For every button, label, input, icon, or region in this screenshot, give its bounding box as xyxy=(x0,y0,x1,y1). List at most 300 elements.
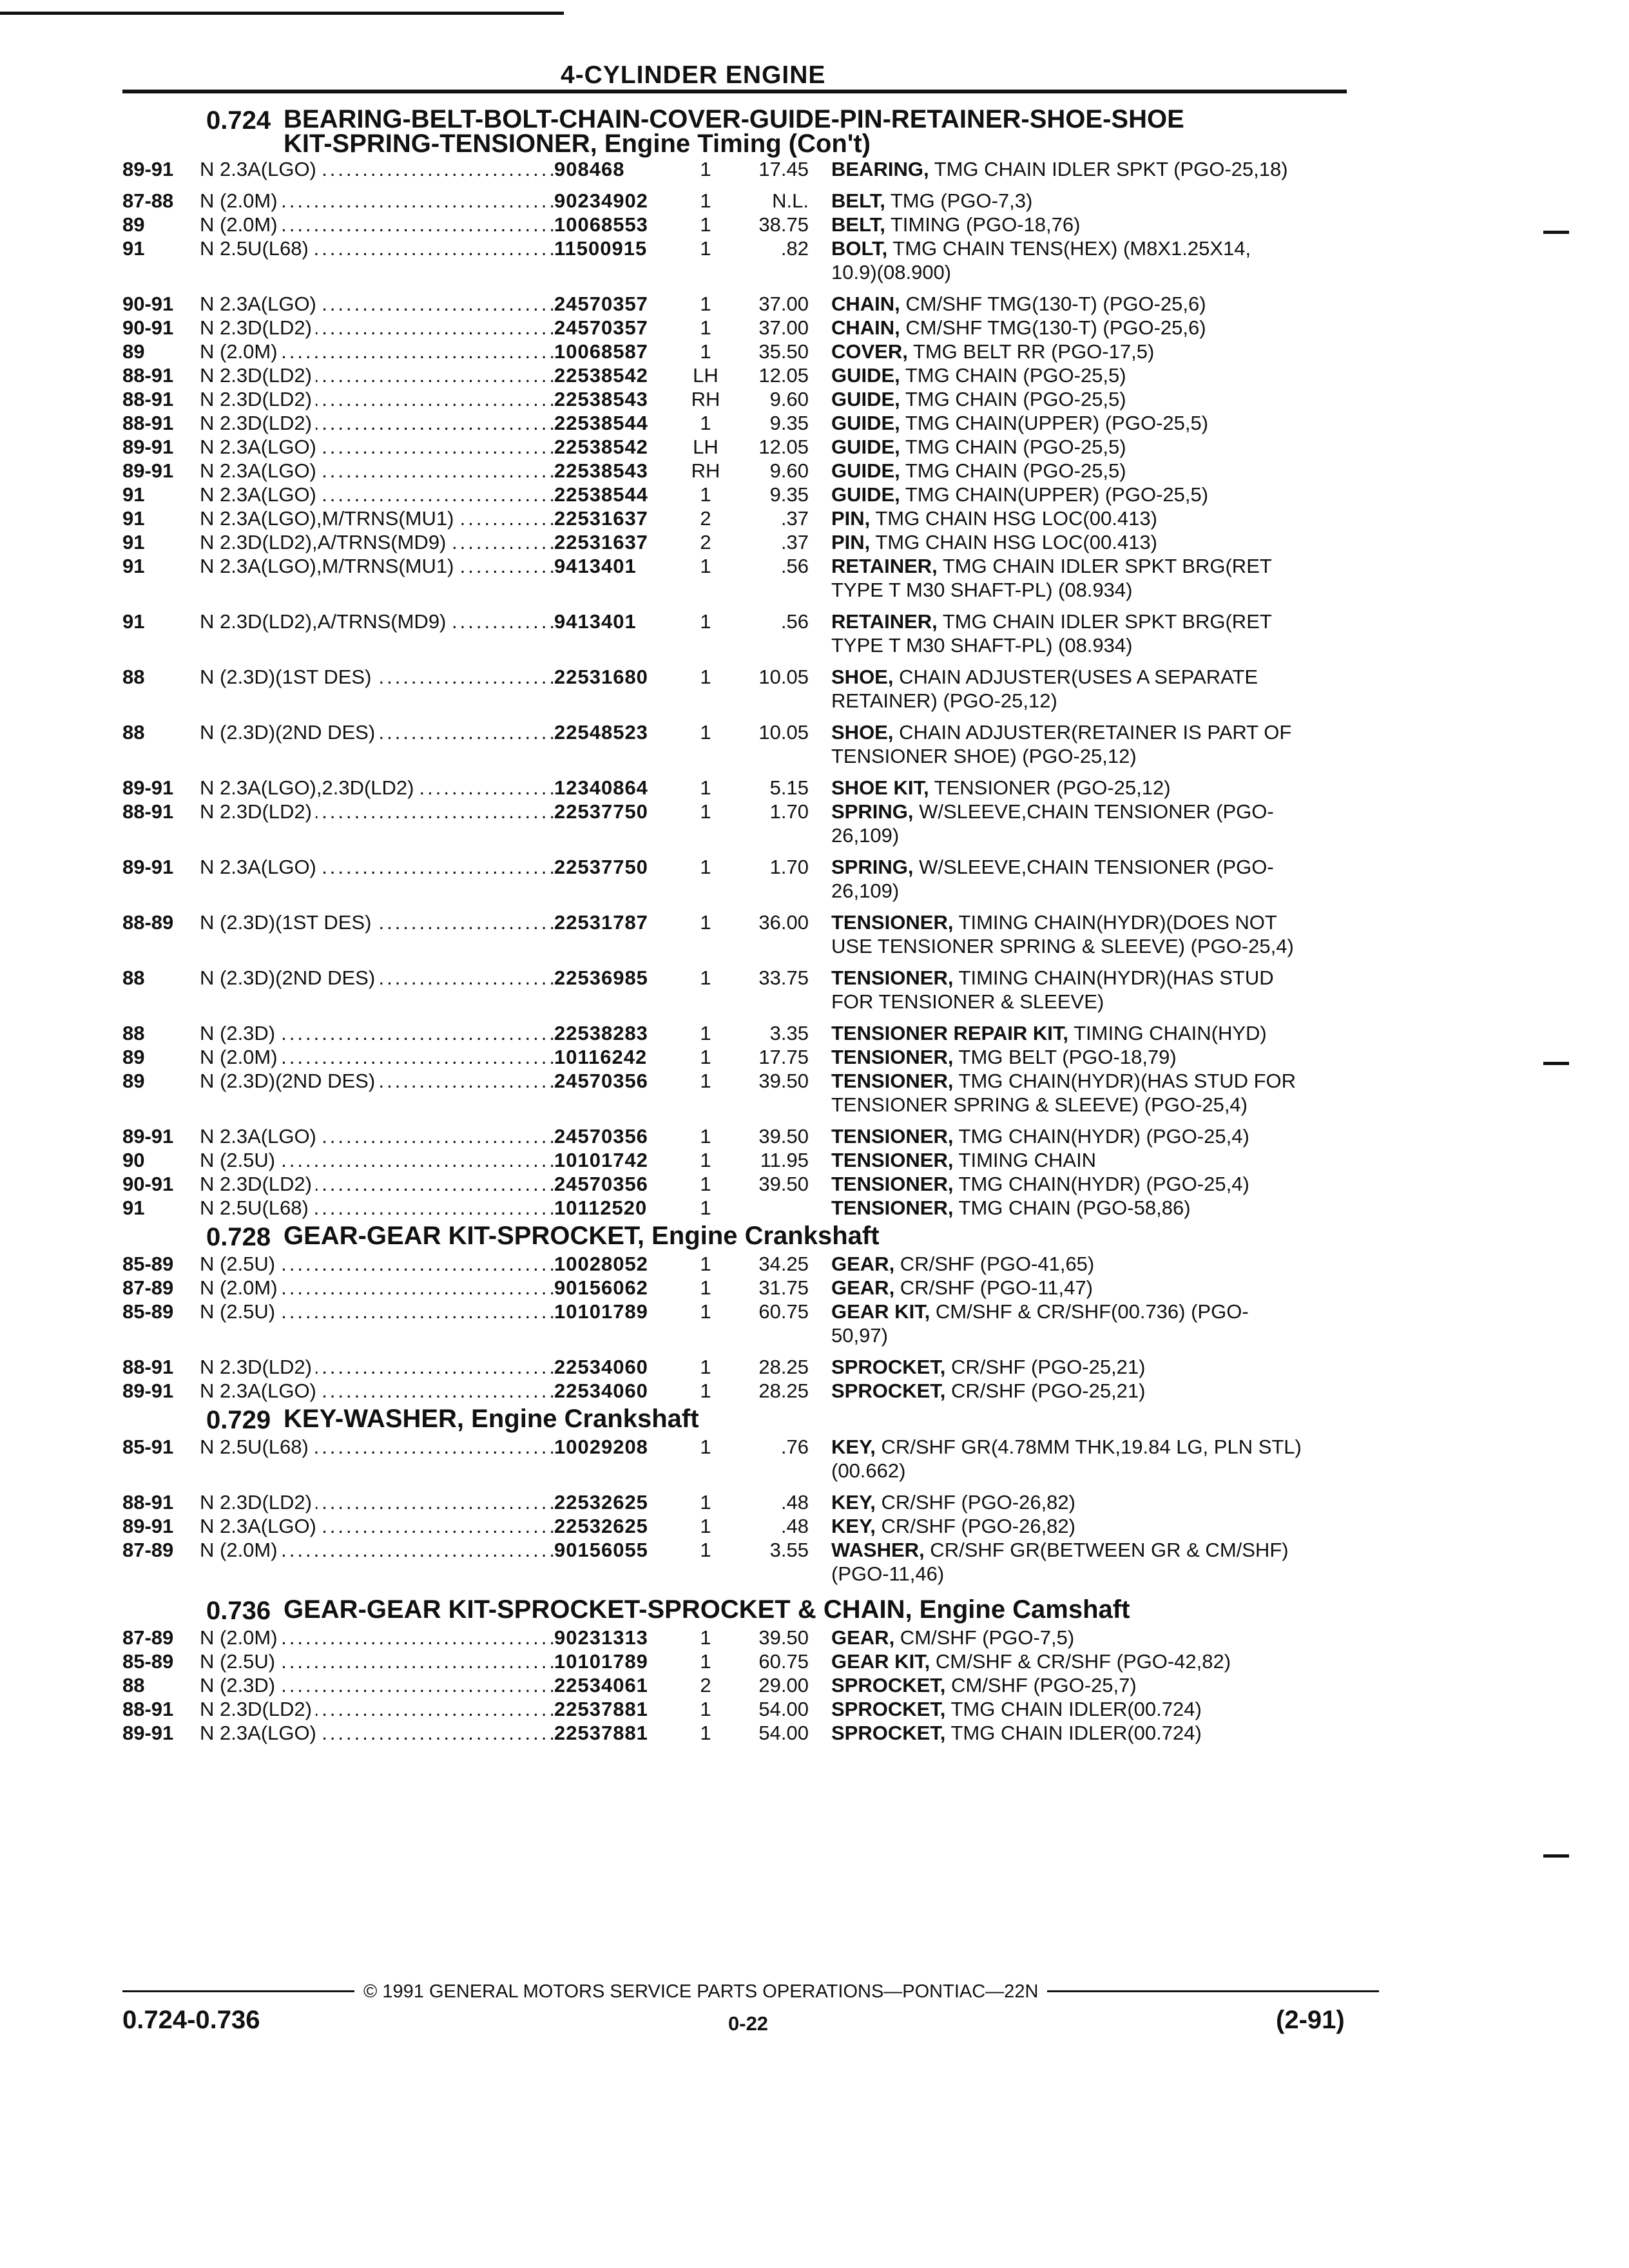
model-years: 91 xyxy=(122,237,145,260)
part-detail: TMG CHAIN(UPPER) (PGO-25,5) xyxy=(900,483,1209,506)
quantity: 1 xyxy=(700,1149,711,1171)
application-text: N 2.3D(LD2) xyxy=(200,1356,316,1378)
application-text: N (2.0M) xyxy=(200,189,282,212)
list-price: .48 xyxy=(780,1491,809,1514)
list-price: .56 xyxy=(780,610,809,633)
model-years: 89-91 xyxy=(122,1125,174,1148)
part-number: 10101742 xyxy=(554,1149,648,1171)
part-description xyxy=(831,530,1302,554)
model-years: 85-89 xyxy=(122,1650,174,1673)
section-title: GEAR-GEAR KIT-SPROCKET, Engine Crankshaft xyxy=(284,1222,880,1250)
section-heading xyxy=(122,1224,1379,1251)
application xyxy=(200,1721,554,1745)
part-name: BOLT, xyxy=(831,237,888,260)
section-title: KEY-WASHER, Engine Crankshaft xyxy=(284,1405,699,1433)
list-price: 60.75 xyxy=(758,1300,809,1323)
parts-row xyxy=(122,506,1379,530)
list-price: 1.70 xyxy=(769,856,809,878)
application-text: N (2.0M) xyxy=(200,340,282,363)
parts-row xyxy=(122,966,1379,1014)
part-description xyxy=(831,1626,1302,1649)
list-price: 1.70 xyxy=(769,800,809,823)
section-heading xyxy=(122,107,1379,156)
application xyxy=(200,459,554,483)
model-years: 89 xyxy=(122,1070,145,1092)
part-number: 10068553 xyxy=(554,213,648,236)
quantity: 1 xyxy=(700,412,711,434)
part-name: CHAIN, xyxy=(831,316,900,339)
part-number: 22531787 xyxy=(554,911,648,934)
row-spacer xyxy=(122,602,1379,610)
part-description xyxy=(831,189,1302,213)
part-name: GUIDE, xyxy=(831,483,900,506)
list-price: 54.00 xyxy=(758,1698,809,1720)
part-detail: TMG CHAIN (PGO-25,5) xyxy=(900,436,1126,458)
section-title: BEARING-BELT-BOLT-CHAIN-COVER-GUIDE-PIN-RETAINER-SHOE-SHOE KIT-SPRING-TENSIONER, Engine Timing (Con't) xyxy=(284,105,1184,158)
row-spacer xyxy=(122,713,1379,720)
quantity: 1 xyxy=(700,483,711,506)
application-text: N 2.3A(LGO),M/TRNS(MU1) xyxy=(200,555,458,577)
part-name: SPRING, xyxy=(831,856,914,878)
list-price: 3.35 xyxy=(769,1022,809,1044)
list-price: 12.05 xyxy=(758,436,809,458)
part-description xyxy=(831,1172,1302,1196)
application-text: N 2.3D(LD2),A/TRNS(MD9) xyxy=(200,531,450,553)
quantity: RH xyxy=(691,388,720,410)
list-price: 54.00 xyxy=(758,1722,809,1744)
part-description xyxy=(831,1276,1302,1300)
part-detail: CR/SHF GR(BETWEEN GR & CM/SHF) (PGO-11,46) xyxy=(831,1539,1289,1585)
part-name: BEARING, xyxy=(831,158,929,180)
row-spacer xyxy=(122,768,1379,776)
part-number: 22531680 xyxy=(554,666,648,688)
application-text: N 2.3A(LGO) xyxy=(200,459,320,482)
application xyxy=(200,1124,554,1148)
application xyxy=(200,387,554,411)
application xyxy=(200,610,554,633)
part-description xyxy=(831,1069,1302,1117)
page-number: 0-22 xyxy=(728,2012,769,2035)
quantity: 1 xyxy=(700,316,711,339)
quantity: 1 xyxy=(700,555,711,577)
list-price: .56 xyxy=(780,555,809,577)
application-text: N (2.0M) xyxy=(200,213,282,236)
list-price: 38.75 xyxy=(758,213,809,236)
quantity: 1 xyxy=(700,1379,711,1402)
parts-row xyxy=(122,610,1379,657)
list-price: N.L. xyxy=(772,189,809,212)
part-name: CHAIN, xyxy=(831,293,900,315)
model-years: 87-89 xyxy=(122,1276,174,1299)
quantity: 1 xyxy=(700,237,711,260)
list-price: 37.00 xyxy=(758,316,809,339)
application xyxy=(200,411,554,435)
part-description xyxy=(831,316,1302,340)
part-name: KEY, xyxy=(831,1491,876,1514)
parts-row xyxy=(122,1697,1379,1721)
row-spacer xyxy=(122,847,1379,855)
part-number: 22537881 xyxy=(554,1698,648,1720)
list-price: 39.50 xyxy=(758,1125,809,1148)
part-detail: CR/SHF (PGO-41,65) xyxy=(894,1253,1095,1275)
part-name: COVER, xyxy=(831,340,908,363)
quantity: 1 xyxy=(700,1070,711,1092)
part-name: BELT, xyxy=(831,189,885,212)
model-years: 89-91 xyxy=(122,776,174,799)
model-years: 85-91 xyxy=(122,1436,174,1458)
application-text: N 2.3D(LD2) xyxy=(200,1698,316,1720)
part-name: RETAINER, xyxy=(831,555,938,577)
part-description xyxy=(831,776,1302,800)
quantity: RH xyxy=(691,459,720,482)
application-text: N 2.3D(LD2) xyxy=(200,1173,316,1195)
part-number: 22548523 xyxy=(554,721,648,744)
part-description xyxy=(831,363,1302,387)
part-description xyxy=(831,1490,1302,1514)
application-text: N 2.3D(LD2) xyxy=(200,1491,316,1514)
part-number: 10101789 xyxy=(554,1300,648,1323)
model-years: 89-91 xyxy=(122,1515,174,1537)
quantity: 1 xyxy=(700,189,711,212)
quantity: 2 xyxy=(700,531,711,553)
part-detail: TMG CHAIN IDLER(00.724) xyxy=(945,1722,1202,1744)
application-text: N (2.3D)(1ST DES) xyxy=(200,911,375,934)
list-price: 39.50 xyxy=(758,1173,809,1195)
parts-row xyxy=(122,483,1379,506)
margin-mark xyxy=(1543,1062,1569,1065)
part-description xyxy=(831,506,1302,530)
application-text: N 2.5U(L68) xyxy=(200,1196,313,1219)
part-description xyxy=(831,411,1302,435)
parts-row xyxy=(122,665,1379,713)
list-price: 9.60 xyxy=(769,388,809,410)
list-price: 11.95 xyxy=(760,1149,809,1171)
part-number: 24570356 xyxy=(554,1173,648,1195)
application xyxy=(200,213,554,236)
part-description xyxy=(831,800,1302,847)
list-price: .76 xyxy=(780,1436,809,1458)
model-years: 89 xyxy=(122,1046,145,1068)
part-detail: TMG CHAIN IDLER SPKT BRG(RET TYPE T M30 SHAFT-PL) (08.934) xyxy=(831,555,1272,601)
part-name: KEY, xyxy=(831,1515,876,1537)
part-name: WASHER, xyxy=(831,1539,925,1561)
part-name: RETAINER, xyxy=(831,610,938,633)
part-number: 22538544 xyxy=(554,412,648,434)
application xyxy=(200,1172,554,1196)
application xyxy=(200,1069,554,1093)
part-number: 22538542 xyxy=(554,364,648,387)
quantity: 1 xyxy=(700,158,711,180)
part-detail: CR/SHF (PGO-26,82) xyxy=(875,1515,1075,1537)
section-number: 0.736 xyxy=(206,1597,271,1625)
quantity: 1 xyxy=(700,1253,711,1275)
application-text: N (2.0M) xyxy=(200,1046,282,1068)
model-years: 89-91 xyxy=(122,459,174,482)
part-number: 22532625 xyxy=(554,1515,648,1537)
quantity: 1 xyxy=(700,776,711,799)
margin-mark xyxy=(1543,1854,1569,1858)
model-years: 88-91 xyxy=(122,388,174,410)
row-spacer xyxy=(122,1347,1379,1355)
row-spacer xyxy=(122,181,1379,189)
part-detail: CR/SHF (PGO-25,21) xyxy=(945,1356,1146,1378)
model-years: 89 xyxy=(122,213,145,236)
quantity: 1 xyxy=(700,1046,711,1068)
list-price: 17.45 xyxy=(758,158,809,180)
list-price: 28.25 xyxy=(758,1379,809,1402)
list-price: 3.55 xyxy=(769,1539,809,1561)
part-description xyxy=(831,387,1302,411)
list-price: .82 xyxy=(780,237,809,260)
list-price: 31.75 xyxy=(758,1276,809,1299)
application xyxy=(200,855,554,879)
part-number: 10028052 xyxy=(554,1253,648,1275)
model-years: 88-91 xyxy=(122,1698,174,1720)
part-number: 22538542 xyxy=(554,436,648,458)
part-name: GEAR, xyxy=(831,1626,895,1649)
part-description xyxy=(831,483,1302,506)
model-years: 88 xyxy=(122,1674,145,1696)
part-description xyxy=(831,1697,1302,1721)
part-name: GUIDE, xyxy=(831,412,900,434)
part-name: TENSIONER, xyxy=(831,1070,954,1092)
part-number: 10068587 xyxy=(554,340,648,363)
application-text: N (2.5U) xyxy=(200,1650,279,1673)
application xyxy=(200,1045,554,1069)
page-title: 4-CYLINDER ENGINE xyxy=(561,61,826,89)
part-description xyxy=(831,292,1302,316)
parts-row xyxy=(122,316,1379,340)
part-number: 24570356 xyxy=(554,1070,648,1092)
parts-row xyxy=(122,157,1379,181)
row-spacer xyxy=(122,1117,1379,1124)
part-description xyxy=(831,1538,1302,1586)
part-description xyxy=(831,213,1302,236)
model-years: 90-91 xyxy=(122,293,174,315)
quantity: 1 xyxy=(700,213,711,236)
part-description xyxy=(831,910,1302,958)
row-spacer xyxy=(122,958,1379,966)
parts-row xyxy=(122,435,1379,459)
part-number: 22538544 xyxy=(554,483,648,506)
application xyxy=(200,1021,554,1045)
quantity: 1 xyxy=(700,1539,711,1561)
application-text: N 2.3A(LGO) xyxy=(200,1125,320,1148)
part-detail: TMG CHAIN TENS(HEX) (M8X1.25X14, 10.9)(08.900) xyxy=(831,237,1251,284)
part-description xyxy=(831,1021,1302,1045)
application-text: N 2.3A(LGO) xyxy=(200,293,320,315)
part-number: 90234902 xyxy=(554,189,648,212)
application-text: N (2.3D)(2ND DES) xyxy=(200,721,379,744)
quantity: 1 xyxy=(700,800,711,823)
application-text: N 2.3D(LD2) xyxy=(200,388,316,410)
quantity: LH xyxy=(693,436,718,458)
application xyxy=(200,506,554,530)
part-name: SPROCKET, xyxy=(831,1356,946,1378)
part-number: 90156062 xyxy=(554,1276,648,1299)
part-name: SPROCKET, xyxy=(831,1674,946,1696)
parts-row xyxy=(122,292,1379,316)
part-description xyxy=(831,855,1302,903)
quantity: 2 xyxy=(700,507,711,530)
list-price: 10.05 xyxy=(758,721,809,744)
application xyxy=(200,1196,554,1220)
application xyxy=(200,665,554,689)
parts-row xyxy=(122,1148,1379,1172)
quantity: 1 xyxy=(700,1300,711,1323)
part-description xyxy=(831,1196,1302,1220)
model-years: 89-91 xyxy=(122,856,174,878)
part-description xyxy=(831,1435,1302,1483)
application xyxy=(200,776,554,800)
quantity: 1 xyxy=(700,1196,711,1219)
parts-row xyxy=(122,1649,1379,1673)
application-text: N (2.5U) xyxy=(200,1253,279,1275)
part-detail: TMG BELT RR (PGO-17,5) xyxy=(907,340,1155,363)
part-detail: CR/SHF (PGO-25,21) xyxy=(945,1379,1146,1402)
list-price: 5.15 xyxy=(769,776,809,799)
list-price: 36.00 xyxy=(758,911,809,934)
parts-row xyxy=(122,1355,1379,1379)
quantity: 1 xyxy=(700,1276,711,1299)
model-years: 89-91 xyxy=(122,1722,174,1744)
part-name: GUIDE, xyxy=(831,436,900,458)
application-text: N 2.3A(LGO) xyxy=(200,1722,320,1744)
part-number: 10029208 xyxy=(554,1436,648,1458)
parts-row xyxy=(122,720,1379,768)
parts-row xyxy=(122,800,1379,847)
parts-row xyxy=(122,1069,1379,1117)
parts-row xyxy=(122,1124,1379,1148)
parts-row xyxy=(122,530,1379,554)
application-text: N 2.3A(LGO) xyxy=(200,483,320,506)
part-name: SHOE, xyxy=(831,666,894,688)
part-number: 10101789 xyxy=(554,1650,648,1673)
part-name: TENSIONER, xyxy=(831,966,954,989)
model-years: 91 xyxy=(122,531,145,553)
model-years: 89 xyxy=(122,340,145,363)
margin-mark xyxy=(1543,231,1569,234)
part-detail: CR/SHF GR(4.78MM THK,19.84 LG, PLN STL)(00.662) xyxy=(831,1436,1302,1482)
part-description xyxy=(831,1673,1302,1697)
part-name: TENSIONER, xyxy=(831,1173,954,1195)
application xyxy=(200,483,554,506)
model-years: 88-91 xyxy=(122,1356,174,1378)
model-years: 89-91 xyxy=(122,1379,174,1402)
quantity: 1 xyxy=(700,1722,711,1744)
part-description xyxy=(831,1379,1302,1403)
part-number: 22538283 xyxy=(554,1022,648,1044)
part-number: 90156055 xyxy=(554,1539,648,1561)
application-text: N (2.3D)(2ND DES) xyxy=(200,1070,379,1092)
model-years: 89-91 xyxy=(122,436,174,458)
part-detail: TMG CHAIN HSG LOC(00.413) xyxy=(870,531,1157,553)
model-years: 85-89 xyxy=(122,1300,174,1323)
quantity: 1 xyxy=(700,721,711,744)
application-text: N (2.5U) xyxy=(200,1149,279,1171)
row-spacer xyxy=(122,1483,1379,1490)
application-text: N 2.3D(LD2) xyxy=(200,412,316,434)
quantity: 1 xyxy=(700,966,711,989)
application xyxy=(200,966,554,990)
quantity: 1 xyxy=(700,1698,711,1720)
part-name: GUIDE, xyxy=(831,364,900,387)
model-years: 87-89 xyxy=(122,1539,174,1561)
parts-row xyxy=(122,1196,1379,1220)
part-number: 22531637 xyxy=(554,531,648,553)
part-name: TENSIONER REPAIR KIT, xyxy=(831,1022,1069,1044)
application-text: N 2.3D(LD2) xyxy=(200,364,316,387)
application-text: N 2.5U(L68) xyxy=(200,237,313,260)
part-description xyxy=(831,340,1302,363)
part-detail: TENSIONER (PGO-25,12) xyxy=(929,776,1171,799)
model-years: 88-91 xyxy=(122,412,174,434)
part-name: PIN, xyxy=(831,507,871,530)
part-name: TENSIONER, xyxy=(831,1125,954,1148)
part-description xyxy=(831,157,1302,181)
part-number: 22531637 xyxy=(554,507,648,530)
quantity: 1 xyxy=(700,1173,711,1195)
application-text: N (2.3D)(1ST DES) xyxy=(200,666,375,688)
part-detail: TMG CHAIN(UPPER) (PGO-25,5) xyxy=(900,412,1209,434)
part-name: GUIDE, xyxy=(831,459,900,482)
quantity: 1 xyxy=(700,1515,711,1537)
part-number: 22534060 xyxy=(554,1379,648,1402)
application xyxy=(200,435,554,459)
part-name: TENSIONER, xyxy=(831,911,954,934)
application-text: N 2.3D(LD2) xyxy=(200,316,316,339)
list-price: 10.05 xyxy=(758,666,809,688)
application xyxy=(200,1276,554,1300)
application-text: N 2.3D(LD2) xyxy=(200,800,316,823)
part-number: 12340864 xyxy=(554,776,648,799)
part-detail: TMG CHAIN IDLER SPKT BRG(RET TYPE T M30 SHAFT-PL) (08.934) xyxy=(831,610,1272,657)
parts-row xyxy=(122,411,1379,435)
part-number: 24570357 xyxy=(554,293,648,315)
part-number: 22537750 xyxy=(554,856,648,878)
part-description xyxy=(831,1721,1302,1745)
part-name: GEAR, xyxy=(831,1276,895,1299)
parts-row xyxy=(122,387,1379,411)
part-number: 22538543 xyxy=(554,388,648,410)
part-detail: TMG CHAIN(HYDR) (PGO-25,4) xyxy=(953,1125,1249,1148)
parts-row xyxy=(122,554,1379,602)
parts-row xyxy=(122,189,1379,213)
model-years: 88 xyxy=(122,966,145,989)
part-description xyxy=(831,610,1302,657)
application xyxy=(200,1379,554,1403)
list-price: 12.05 xyxy=(758,364,809,387)
application xyxy=(200,554,554,578)
part-name: TENSIONER, xyxy=(831,1046,954,1068)
part-number: 24570357 xyxy=(554,316,648,339)
quantity: 1 xyxy=(700,293,711,315)
quantity: 1 xyxy=(700,666,711,688)
application-text: N 2.3A(LGO) xyxy=(200,1379,320,1402)
part-name: TENSIONER, xyxy=(831,1196,954,1219)
part-number: 22537881 xyxy=(554,1722,648,1744)
application xyxy=(200,1148,554,1172)
part-description xyxy=(831,1355,1302,1379)
quantity: 1 xyxy=(700,1491,711,1514)
application-text: N 2.3A(LGO),2.3D(LD2) xyxy=(200,776,418,799)
parts-row xyxy=(122,213,1379,236)
application-text: N (2.0M) xyxy=(200,1276,282,1299)
application xyxy=(200,316,554,340)
application xyxy=(200,1490,554,1514)
model-years: 91 xyxy=(122,555,145,577)
list-price: 35.50 xyxy=(758,340,809,363)
